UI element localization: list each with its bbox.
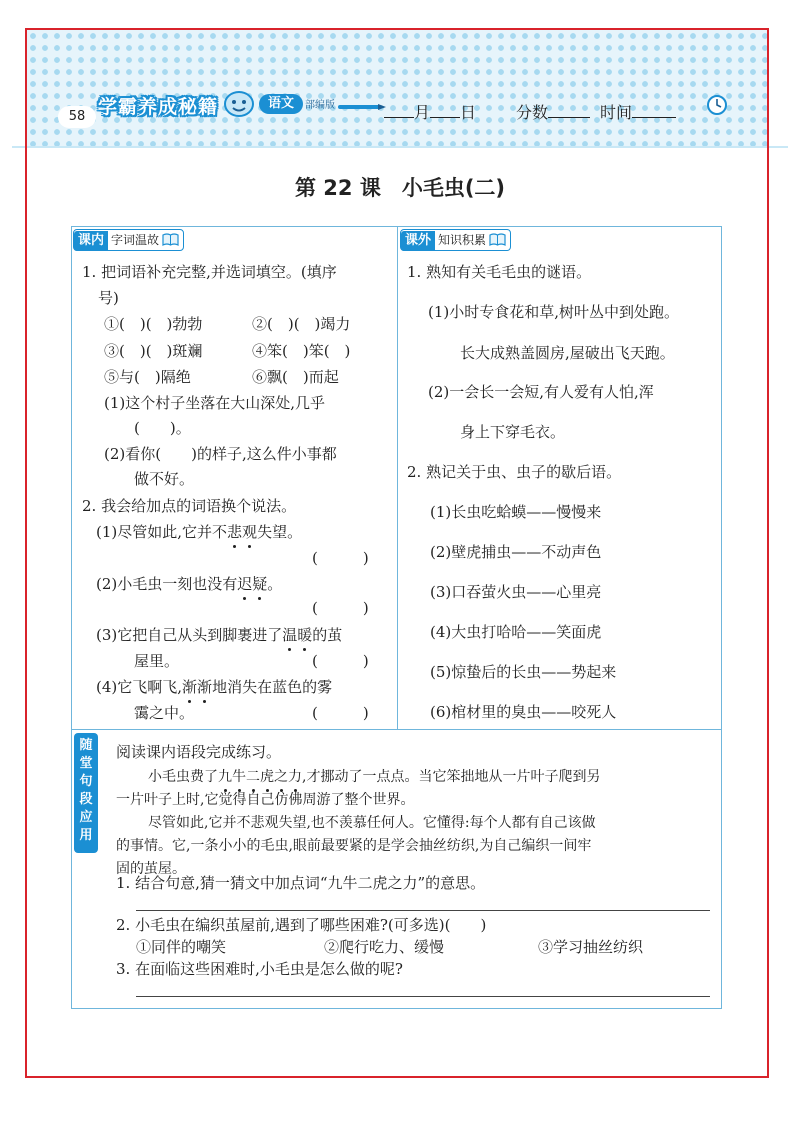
q2-sentence-3-cont: 屋里。	[134, 652, 180, 670]
day-blank[interactable]	[430, 103, 460, 118]
q1-sentence-1: (1)这个村子坐落在大山深处,几乎	[104, 394, 326, 412]
saying-2: (2)壁虎捕虫——不动声色	[430, 543, 602, 561]
edition-label: 部编版	[305, 100, 335, 111]
page-number: 58	[58, 106, 96, 128]
option-2[interactable]: ②爬行吃力、缓慢	[324, 938, 445, 956]
clock-icon	[706, 94, 728, 116]
pencil-icon	[338, 100, 388, 114]
q1-sentence-2: (2)看你( )的样子,这么件小事都	[104, 445, 337, 463]
q2-sentence-4-cont: 霭之中。	[134, 704, 195, 722]
option-3[interactable]: ③学习抽丝纺织	[538, 938, 644, 956]
dotted-word: 渐渐	[182, 678, 213, 696]
saying-1: (1)长虫吃蛤蟆——慢慢来	[430, 503, 602, 521]
q2-answer-4[interactable]: ( )	[312, 704, 369, 722]
dotted-word: 悲观	[227, 523, 258, 541]
time-blank[interactable]	[632, 103, 676, 118]
answer-line-1[interactable]	[136, 910, 710, 911]
extracurricular-tag	[400, 229, 511, 251]
q2-sentence-3: (3)它把自己从头到脚裹进了温暖的茧	[96, 626, 343, 644]
month-blank[interactable]	[384, 103, 414, 118]
q1-item-4[interactable]: ④笨( )笨( )	[252, 342, 351, 360]
dotted-word: 温暖	[282, 626, 313, 644]
riddle-1-cont: 长大成熟盖圆房,屋破出飞天跑。	[460, 344, 675, 362]
time-label: 时间	[600, 103, 633, 122]
in-class-tag	[73, 229, 184, 251]
q2-answer-1[interactable]: ( )	[312, 549, 369, 567]
saying-3: (3)口吞萤火虫——心里亮	[430, 583, 602, 601]
dotted-word: 迟疑	[237, 575, 268, 593]
extracurricular-tag-sub: 知识积累	[438, 233, 487, 247]
q2-sentence-1: (1)尽管如此,它并不悲观失望。	[96, 523, 303, 541]
mascot-icon	[222, 88, 256, 118]
passage-line-4: 的事情。它,一条小小的毛虫,眼前最要紧的是学会抽丝纺织,为自己编织一间牢	[116, 838, 592, 854]
q1-stem-cont: 号)	[98, 289, 119, 307]
score-label: 分数	[516, 103, 549, 122]
question-3: 3. 在面临这些困难时,小毛虫是怎么做的呢?	[116, 960, 403, 978]
option-1[interactable]: ①同伴的嘲笑	[136, 938, 227, 956]
q1-stem: 1. 把词语补充完整,并选词填空。(填序	[82, 263, 337, 281]
passage-line-5: 固的茧屋。	[116, 861, 186, 877]
saying-6: (6)棺材里的臭虫——咬死人	[430, 703, 617, 721]
q1-item-2[interactable]: ②( )( )竭力	[252, 315, 351, 333]
saying-stem: 2. 熟记关于虫、虫子的歇后语。	[407, 463, 622, 481]
dotted-word: 九牛二虎之力	[218, 769, 302, 785]
q2-answer-3[interactable]: ( )	[312, 652, 369, 670]
saying-4: (4)大虫打哈哈——笑面虎	[430, 623, 602, 641]
riddle-1: (1)小时专食花和草,树叶丛中到处跑。	[428, 303, 680, 321]
passage-line-1: 小毛虫费了九牛二虎之力,才挪动了一点点。当它笨拙地从一片叶子爬到另	[148, 769, 601, 785]
month-label: 月	[414, 103, 431, 122]
question-2: 2. 小毛虫在编织茧屋前,遇到了哪些困难?(可多选)( )	[116, 916, 487, 934]
in-class-tag-sub: 字词温故	[111, 233, 160, 247]
day-label: 日	[460, 103, 477, 122]
q1-item-6[interactable]: ⑥飘( )而起	[252, 368, 339, 386]
riddle-2-cont: 身上下穿毛衣。	[460, 423, 566, 441]
book-icon	[162, 232, 179, 247]
brand-title: 学霸养成秘籍	[98, 96, 219, 118]
subject-badge: 语文	[259, 94, 303, 114]
lesson-title: 第 22 课 小毛虫(二)	[294, 176, 506, 200]
passage-line-2: 一片叶子上时,它觉得自己仿佛周游了整个世界。	[116, 792, 415, 808]
q2-answer-2[interactable]: ( )	[312, 599, 369, 617]
in-class-tag-main: 课内	[74, 231, 108, 251]
reading-intro: 阅读课内语段完成练习。	[116, 743, 282, 761]
riddle-stem: 1. 熟知有关毛毛虫的谜语。	[407, 263, 592, 281]
q1-item-1[interactable]: ①( )( )勃勃	[104, 315, 203, 333]
q1-sentence-1-blank[interactable]: ( )。	[134, 419, 191, 437]
q1-item-5[interactable]: ⑤与( )隔绝	[104, 368, 191, 386]
date-score-time-row	[384, 100, 676, 123]
passage-line-3: 尽管如此,它并不悲观失望,也不羡慕任何人。它懂得:每个人都有自己该做	[148, 815, 596, 831]
practice-vertical-tag: 随 堂 句 段 应 用	[74, 733, 98, 853]
q2-stem: 2. 我会给加点的词语换个说法。	[82, 497, 297, 515]
extracurricular-tag-main: 课外	[401, 231, 435, 251]
book-icon	[489, 232, 506, 247]
question-1: 1. 结合句意,猜一猜文中加点词“九牛二虎之力”的意思。	[116, 874, 486, 892]
answer-line-3[interactable]	[136, 996, 710, 997]
q1-sentence-2-cont: 做不好。	[134, 470, 195, 488]
q2-sentence-4: (4)它飞啊飞,渐渐地消失在蓝色的雾	[96, 678, 333, 696]
saying-5: (5)惊蛰后的长虫——势起来	[430, 663, 617, 681]
q1-item-3[interactable]: ③( )( )斑斓	[104, 342, 203, 360]
q2-sentence-2: (2)小毛虫一刻也没有迟疑。	[96, 575, 283, 593]
riddle-2: (2)一会长一会短,有人爱有人怕,浑	[428, 383, 654, 401]
score-blank[interactable]	[548, 103, 590, 118]
